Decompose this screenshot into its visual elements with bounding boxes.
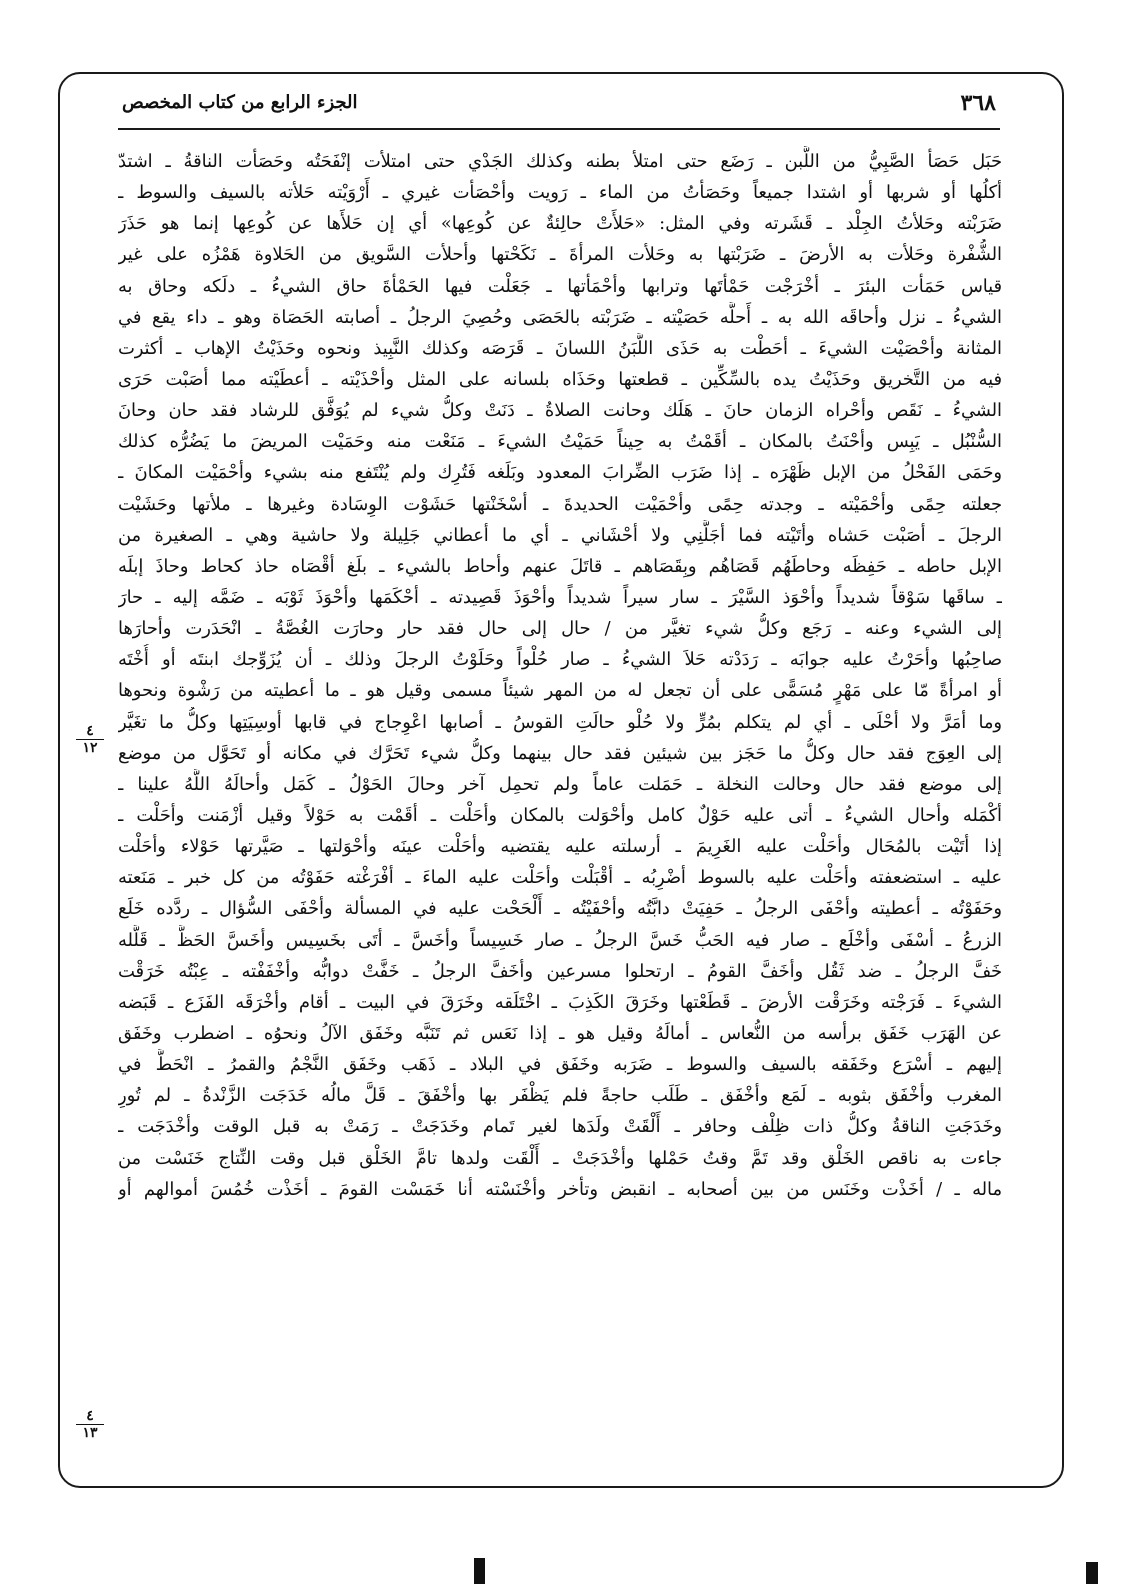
text-line: أكلُها أو شربها أو اشتدا جميعاً وحَصَأتُ من الماء ـ رَويت وأحْصَأت غيري ـ أَرْوَيْته حَلأته بالسيف والسوط ـ <box>118 182 1002 204</box>
main-text <box>118 146 1002 1205</box>
text-line: السُّنْبُل ـ يَبِس وأحْنَتُ بالمكان ـ أقَمْتُ به حِيناً حَمَيْتُ الشيءَ ـ مَنَعْت منه وحَمَيْت المريضَ ما يَضُرُّه كذلك <box>118 431 1002 453</box>
text-line: ـ ساقَها سَوْقاً شديداً وأحْوَذ السَّيْرَ ـ سار سيراً شديداً وأحْوَذَ قَصِيدته ـ أحْكَمَها وأحْوَذَ ثَوْبَه ـ ضَمَّه إليه ـ حارَ <box>118 586 1002 608</box>
text-line: الزرعُ ـ أسْفَى وأخْلَع ـ صار فيه الحَبُّ خَسَّ الرجلُ ـ صار خَسِيساً وأخَسَّ ـ أتَى بخَسِيس وأخَسَّ الحَظَّ ـ قَلَّله <box>118 929 1002 951</box>
scan-mark <box>474 1558 485 1584</box>
page-header <box>118 88 1000 128</box>
text-line: وحَمَى الفَحْلُ من الإبل ظَهْرَه ـ إذا ضَرَب الضِّرابَ المعدود وبَلَغه فَتُرِك ولم يُنْتَفع منه بشيء وأحْمَيْت المكانَ ـ <box>118 462 1002 484</box>
scan-mark <box>1086 1562 1098 1584</box>
text-line: الشُّفْرة وحَلأت به الأرضَ ـ ضَرَبْتها به وحَلأت المرأةَ ـ نَكَحْتها وأحلأت السَّويق من الحَلاوة هَمْزُه على غير <box>118 244 1002 266</box>
text-line: إذا أتَيْت بالمُحَال وأحَلْت عليه الغَرِيمَ ـ أرسلته عليه يقتضيه وأحَلْت عينَه وأحْوَلتها ـ صَيَّرتها حَوْلاء وأحَلْت <box>118 836 1002 858</box>
text-line: وما أمَرَّ ولا أحْلَى ـ أي لم يتكلم بمُرٍّ ولا حُلْو حالَتِ القوسُ ـ أصابها اعْوِجاج في قابها أوسِيَتِها وكلُّ ما تغَيَّر <box>118 711 1002 733</box>
text-line: أكْمَله وأحال الشيءُ ـ أتى عليه حَوْلٌ كامل وأحْوَلت بالمكان وأحَلْت ـ أقَمْت به حَوْلاً وقيل أزْمَنت وأحَلْت ـ <box>118 804 1002 826</box>
text-line: خَفَّ الرجلُ ـ ضد ثَقُل وأخَفَّ القومُ ـ ارتحلوا مسرعين وأخَفَّ الرجلُ ـ خَفَّتْ دوابُّه وأخْفَفْته ـ عِبْتُه خَرَقْت <box>118 960 1002 982</box>
text-line: إلى العِوَج فقد حال وكلُّ ما حَجَز بين شيئين فقد حال بينهما وكلُّ شيء تَحَرَّك في مكانه أو تَحَوَّل من موضع <box>118 742 1002 764</box>
text-line: عن الهَرَب خَفَق برأسه من النُّعاس ـ أمالَهُ وقيل هو ـ إذا نَعَس ثم تَنَبَّه وخَفَق الآلُ ونحوُه ـ اضطرب وخَفَق <box>118 1022 1002 1044</box>
text-line: صاحِبُها وأحَرْتُ عليه جوابَه ـ رَدَدْته حَلاَ الشيءُ ـ صار حُلْواً وحَلَوْتُ الرجلَ وذلك ـ أن يُزَوِّجك ابنتَه أو أُخْتَه <box>118 649 1002 671</box>
text-line: أو امرأةً مّا على مَهْرٍ مُسَمًّى على أن تجعل له من المهر شيئاً مسمى وقيل هو ـ ما أعطيته من رَشْوة ونحوها <box>118 680 1002 702</box>
text-line: حَبَل حَصَأ الصَّبِيُّ من اللَّبن ـ رَضَع حتى امتلأ بطنه وكذلك الجَدْي حتى امتلأت إنْفَحَتُه وحَصَأت الناقةُ ـ اشتدّ <box>118 151 1002 172</box>
text-line: عليه ـ استضعفته وأحَلْت عليه بالسوط أضْرِبُه ـ أقْبَلْت وأحَلْت عليه الماءَ ـ أفْرَغْته حَفَوْتُه من كل خبر ـ مَنَعته <box>118 867 1002 889</box>
text-line: وخَدَجَتِ الناقةُ وكلُّ ذات ظِلْف وحافر ـ أَلْقَتْ ولَدَها لغير تَمام وخَدَجَتْ ـ رَمَتْ به قبل الوقت وأخْدَجَت ـ <box>118 1116 1002 1138</box>
text-line: إلى موضع فقد حال وحالت النخلة ـ حَمَلت عاماً ولم تحمِل آخر وحالَ الحَوْلُ ـ كَمَل وأحالَهُ اللَّهُ علينا ـ <box>118 773 1002 795</box>
text-line: الشيءُ ـ نزل وأحاقَه الله به ـ أَحلَّه حَصَيْته ـ ضَرَبْته بالحَصَى وحُصِيَ الرجلُ ـ أصابته الحَصَاة وهو ـ داء يقع في <box>118 306 1002 328</box>
text-line: إلى الشيء وعنه ـ رَجَع وكلُّ شيء تغيَّر من / حال إلى حال فقد حار وحارَت الغُصَّةُ ـ انْحَدَرت وأحارَها <box>118 618 1002 640</box>
margin-reference: ٤ ١٢ <box>70 724 110 755</box>
text-line: جاءت به ناقص الخَلْق وقد تَمَّ وقتُ حَمْلها وأخْدَجَتْ ـ أَلْقَت ولدها تامَّ الخَلْق قبل وقت النِّتاج خَنَسْت من <box>118 1147 1002 1169</box>
text-line: الشيءَ ـ فَرَجْته وخَرَقْت الأرضَ ـ قَطَعْتها وخَرَقَ الكَذِبَ ـ اخْتَلَقه وخَرَقَ في البيت ـ أقام وأخْرَقَه الفَزَع ـ قَبَضه <box>118 991 1002 1013</box>
text-line: الإبل حاطه ـ حَفِظَه وحاطَهُم قَصَاهُم وبِقَصَاهم ـ قاتَلَ عنهم وأحاط بالشيء ـ بلَغ أقْصَاه حاذ كحاط وحاذَ إبلَه <box>118 555 1002 577</box>
text-line: إليهم ـ أسْرَع وخَفَقه بالسيف والسوط ـ ضَرَبه وخَفَق في البلاد ـ ذَهَب وخَفَق النَّجْمُ والقمرُ ـ انْحَطَّ في <box>118 1054 1002 1076</box>
text-line: وحَفَوْتُه ـ أعطيته وأحْفَى الرجلُ ـ حَفِيَتْ دابَّتُه وأحْفَيْتُه ـ أَلْحَحْت عليه في المسألة وأحْفَى السُّؤال ـ ردَّده خَلَع <box>118 898 1002 920</box>
running-title: الجزء الرابع من كتاب المخصص <box>122 92 358 113</box>
text-line: الرجلَ ـ أصَبْت حَشاه وأتَيْته فما أجَلَّنِي ولا أحْشَاني ـ أي ما أعطاني جَلِيلة ولا حاشية وهي ـ الصغيرة من <box>118 524 1002 546</box>
margin-reference: ٤ ١٣ <box>70 1409 110 1440</box>
text-line: ضَرَبْته وحَلأتُ الجِلْد ـ قَشَرته وفي المثل: «حَلأَتْ حالِئةٌ عن كُوعِها» أي إن حَلأَها عن كُوعِها إنما هو حَذَرَ <box>118 213 1002 235</box>
text-line: ماله ـ / أخَذْت وخَنَس من بين أصحابه ـ انقبض وتأخر وأخْنَسْته أنا خَمَسْت القومَ ـ أخَذْت خُمُسَ أموالهم أو <box>118 1178 1002 1200</box>
text-line: قياس حَمَأت البئرَ ـ أخْرَجْت حَمْأتَها وترابها وأحْمَأتها ـ جَعَلْت فيها الحَمْأةَ حاق الشيءُ ـ دلَكه وحاق به <box>118 275 1002 297</box>
page-number: ٣٦٨ <box>960 90 996 116</box>
text-line: جعلته حِمًى وأحْمَيْته ـ وجدته حِمًى وأحْمَيْت الحديدةَ ـ أسْخَنْتها حَشَوْت الوِسَادة وغيرها ـ ملأتها وحَشَيْت <box>118 493 1002 515</box>
text-line: المثانة وأحْصَيْت الشيءَ ـ أحَطْت به حَذَى اللَّبَنُ اللسانَ ـ قَرَصَه وكذلك النَّبِيذ ونحوه وحَذَيْتُ الإهاب ـ أكثرت <box>118 337 1002 359</box>
text-line: فيه من التَّخريق وحَذَيْتُ يده بالسِّكِّين ـ قطعتها وحَذَاه بلسانه على المثل وأحْذَيْته ـ أعطَيْته مما أصَبْت حَرَى <box>118 368 1002 390</box>
text-line: الشيءُ ـ نَقَص وأحْراه الزمان حانَ ـ هَلَك وحانت الصلاةُ ـ دَنَتْ وكلُّ شيء لم يُوَفَّق للرشاد فقد حان وحانَ <box>118 400 1002 422</box>
header-rule <box>118 128 1000 130</box>
text-line: المغرب وأخْفَق بثوبه ـ لَمَع وأخْفَق ـ طَلَب حاجةً فلم يَظْفَر بها وأخْفَقَ ـ قَلَّ مالُه خَدَجَت الزَّنْدةُ ـ لم تُورِ <box>118 1085 1002 1107</box>
